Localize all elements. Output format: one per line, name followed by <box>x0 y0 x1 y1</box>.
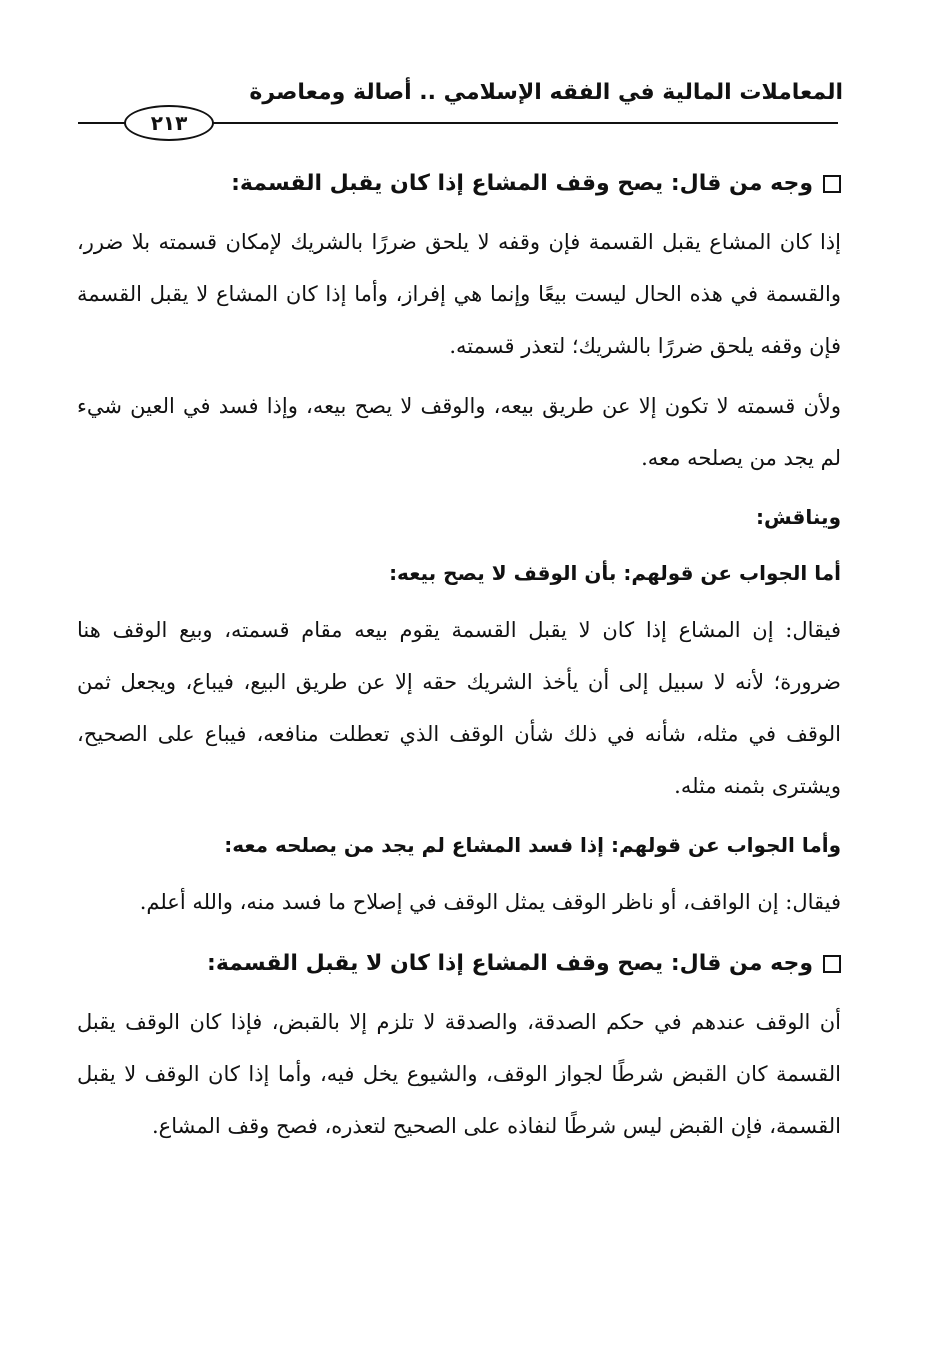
checkbox-bullet-icon <box>823 955 841 973</box>
paragraph: فيقال: إن المشاع إذا كان لا يقبل القسمة يقوم بيعه مقام قسمته، وبيع الوقف هنا ضرورة؛ لأنه لا سبيل إلى أن يأخذ الشريك حقه إلا عن طريق البيع، فيباع، ويجعل ثمن الوقف في مثله، شأنه في ذلك شأن الوقف الذي تعطلت منافعه، فيباع على الصحيح، ويشترى بثمنه مثله. <box>77 618 841 798</box>
section-heading-text: وجه من قال: يصح وقف المشاع إذا كان لا يقبل القسمة: <box>207 951 813 976</box>
paragraph: فيقال: إن الواقف، أو ناظر الوقف يمثل الوقف في إصلاح ما فسد منه، والله أعلم. <box>139 890 841 914</box>
discussion-label: ويناقش: <box>756 505 841 529</box>
section-heading-indivisible <box>77 942 841 986</box>
running-title: المعاملات المالية في الفقه الإسلامي .. أصالة ومعاصرة <box>249 80 843 105</box>
answer-heading: وأما الجواب عن قولهم: إذا فسد المشاع لم يجد من يصلحه معه: <box>224 833 841 857</box>
section-heading-text: وجه من قال: يصح وقف المشاع إذا كان يقبل القسمة: <box>231 171 813 196</box>
paragraph: إذا كان المشاع يقبل القسمة فإن وقفه لا يلحق ضررًا بالشريك لإمكان قسمته بلا ضرر، والقسمة في هذه الحال ليست بيعًا وإنما هي إفراز، وأما إذا كان المشاع لا يقبل القسمة فإن وقفه يلحق ضررًا بالشريك؛ لتعذر قسمته. <box>77 230 841 358</box>
paragraph: أن الوقف عندهم في حكم الصدقة، والصدقة لا تلزم إلا بالقبض، فإذا كان الوقف يقبل القسمة كان القبض شرطًا لجواز الوقف، والشيوع يخل فيه، وأما إذا كان الوقف لا يقبل القسمة، فإن القبض ليس شرطًا لنفاذه على الصحيح لتعذره، فصح وقف المشاع. <box>77 1010 841 1138</box>
checkbox-bullet-icon <box>823 175 841 193</box>
answer-heading: أما الجواب عن قولهم: بأن الوقف لا يصح بيعه: <box>389 561 841 585</box>
page-content <box>77 162 841 1160</box>
page-number: ٢١٣ <box>124 105 214 141</box>
section-heading-divisible <box>77 162 841 206</box>
paragraph: ولأن قسمته لا تكون إلا عن طريق بيعه، والوقف لا يصح بيعه، وإذا فسد في العين شيء لم يجد من يصلحه معه. <box>77 394 841 470</box>
